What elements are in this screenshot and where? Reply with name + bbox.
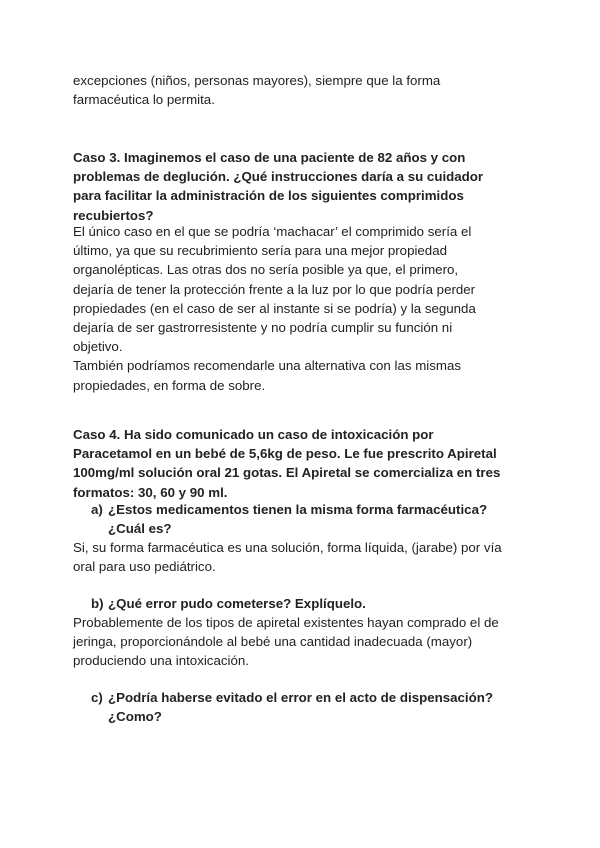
caso4-question-a [91,500,541,538]
caso3-answer-line: dejaría de tener la protección frente a la luz por lo que podría perder [73,281,476,297]
caso4-question [73,425,543,502]
caso4-answer-b [73,613,543,671]
caso4-question-b [91,594,541,613]
caso4-question-line: 100mg/ml solución oral 21 gotas. El Apiretal se comercializa en tres [73,465,501,481]
caso3-answer-line: último, ya que su recubrimiento sería para una mejor propiedad [73,243,447,259]
question-b-label: b) [91,596,104,611]
caso3-question-line: problemas de deglución. ¿Qué instrucciones daría a su cuidador [73,169,484,185]
caso3-question-text: . Imaginemos el caso de una paciente de 82 años y con [116,150,466,165]
caso4-label: Caso 4 [73,427,117,442]
caso3-answer-line: organolépticas. Las otras dos no sería posible ya que, el primero, [73,262,459,278]
caso3-question-line: recubiertos? [73,207,154,223]
intro-line: farmacéutica lo permita. [73,92,215,108]
question-c-text-cont: ¿Como? [108,709,162,725]
caso3-question-line: para facilitar la administración de los siguientes comprimidos [73,188,464,204]
answer-b-line: Probablemente de los tipos de apiretal existentes hayan comprado el de [73,615,499,630]
answer-a-line: Si, su forma farmacéutica es una solución, forma líquida, (jarabe) por vía [73,540,502,555]
caso4-question-text: . Ha sido comunicado un caso de intoxicación por [116,427,434,442]
caso3-label: Caso 3 [73,150,117,165]
caso3-answer-line: También podríamos recomendarle una alternativa con las mismas [73,358,462,374]
caso4-question-line [73,425,543,444]
caso4-question-line: Paracetamol en un bebé de 5,6kg de peso. Le fue prescrito Apiretal [73,446,497,462]
question-a-text: ¿Estos medicamentos tienen la misma forma farmacéutica? [108,502,488,517]
question-c-text: ¿Podría haberse evitado el error en el acto de dispensación? [108,690,493,705]
intro-paragraph [73,71,543,109]
caso3-answer [73,222,543,395]
caso4-question-c [91,688,541,726]
caso3-question [73,148,543,225]
answer-b-line: produciendo una intoxicación. [73,653,249,669]
caso3-answer-line: objetivo. [73,339,123,355]
question-a-label: a) [91,502,103,517]
caso3-answer-line: propiedades, en forma de sobre. [73,377,266,393]
caso3-answer-line: dejaría de ser gastrorresistente y no podría cumplir su función ni [73,320,453,336]
question-c-label: c) [91,690,103,705]
answer-a-line: oral para uso pediátrico. [73,559,216,575]
question-a-text-cont: ¿Cuál es? [108,521,172,537]
caso4-question-line: formatos: 30, 60 y 90 ml. [73,484,228,500]
caso3-answer-line: El único caso en el que se podría ‘machacar’ el comprimido sería el [73,224,472,239]
caso3-answer-line: propiedades (en el caso de ser al instante si se podría) y la segunda [73,300,476,316]
caso4-answer-a [73,538,543,576]
question-b-text: ¿Qué error pudo cometerse? Explíquelo. [108,596,366,611]
intro-line: excepciones (niños, personas mayores), siempre que la forma [73,73,441,88]
caso3-question-line [73,148,543,167]
answer-b-line: jeringa, proporcionándole al bebé una cantidad inadecuada (mayor) [73,634,473,650]
